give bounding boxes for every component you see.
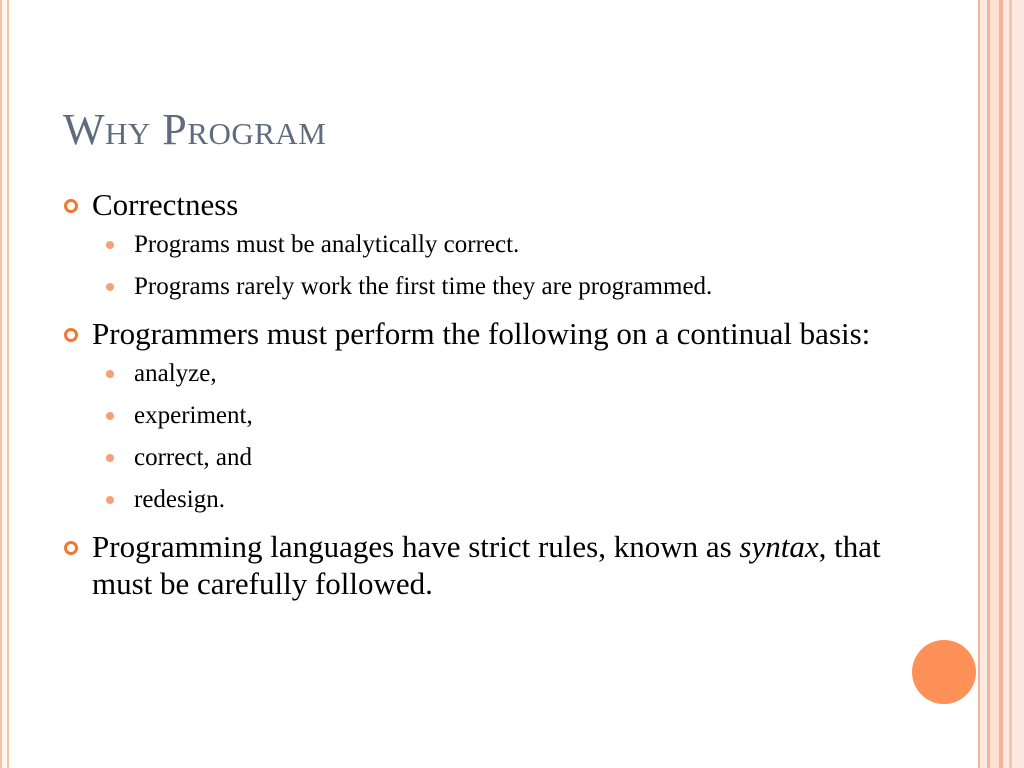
bullet-text: Programmers must perform the following on a continual basis: <box>92 316 871 351</box>
slide-body <box>62 186 902 608</box>
slide-title: Why Program <box>63 105 327 154</box>
dot-bullet-icon <box>106 370 114 378</box>
bullet-text-before: Programming languages have strict rules, known as <box>92 529 740 564</box>
sub-bullet-text: analyze, <box>134 360 217 387</box>
dot-bullet-icon <box>106 496 114 504</box>
bullet-item <box>62 528 902 602</box>
dot-bullet-icon <box>106 454 114 462</box>
right-stripe-decoration <box>978 0 1024 768</box>
sub-bullet-item <box>62 271 902 303</box>
dot-bullet-icon <box>106 241 114 249</box>
decorative-circle <box>912 640 976 704</box>
ring-bullet-icon <box>64 541 78 555</box>
sub-bullet-text: Programs rarely work the first time they are programmed. <box>134 273 713 300</box>
ring-bullet-icon <box>64 328 78 342</box>
sub-bullet-text: correct, and <box>134 444 252 471</box>
dot-bullet-icon <box>106 283 114 291</box>
syntax-term: syntax <box>739 529 819 564</box>
sub-bullet-text: redesign. <box>134 486 225 513</box>
bullet-item <box>62 186 902 223</box>
ring-bullet-icon <box>64 199 78 213</box>
bullet-text: Correctness <box>92 187 239 222</box>
left-border-decoration <box>0 0 9 768</box>
sub-bullet-item <box>62 400 902 432</box>
bullet-text-after: , that must be carefully followed. <box>92 529 881 601</box>
sub-bullet-text: experiment, <box>134 402 253 429</box>
dot-bullet-icon <box>106 412 114 420</box>
sub-bullet-item <box>62 229 902 261</box>
sub-bullet-item <box>62 484 902 516</box>
sub-bullet-text: Programs must be analytically correct. <box>134 231 520 258</box>
bullet-item <box>62 315 902 352</box>
sub-bullet-item <box>62 442 902 474</box>
sub-bullet-item <box>62 358 902 390</box>
